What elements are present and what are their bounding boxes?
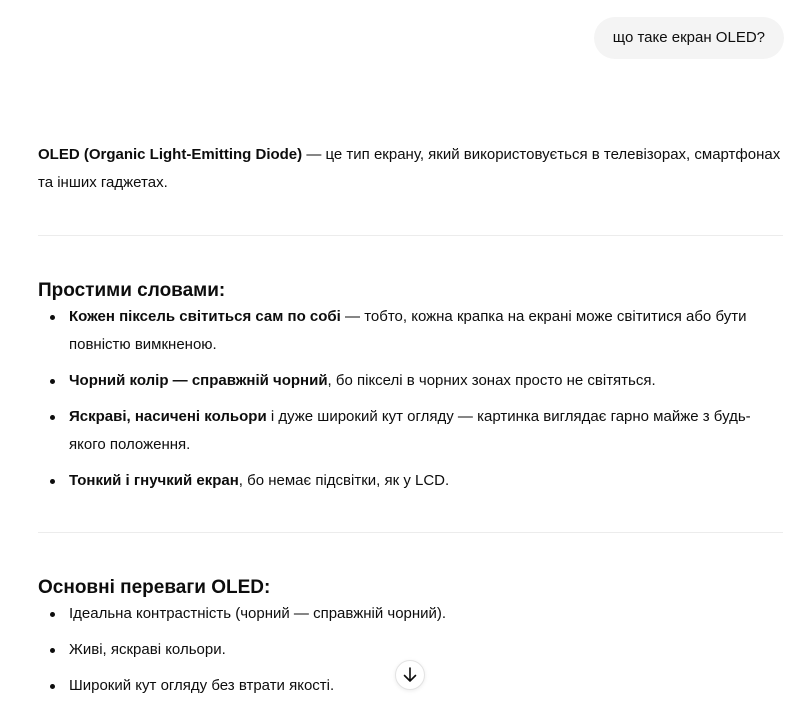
arrow-down-icon — [403, 667, 417, 683]
list-item-text: , бо немає підсвітки, як у LCD. — [238, 472, 450, 489]
list-item — [38, 467, 783, 495]
list-item-bold: Яскраві, насичені кольори — [69, 408, 267, 425]
simple-list — [38, 303, 783, 495]
list-item-text: і дуже широкий кут огляду — картинка виглядає гарно майже з будь-якого положення. — [69, 408, 751, 453]
list-item-bold: Кожен піксель світиться сам по собі — [69, 308, 341, 325]
answer-intro — [38, 141, 783, 197]
list-item-text: Широкий кут огляду без втрати якості. — [69, 677, 335, 694]
user-message-row — [594, 17, 784, 59]
list-item — [38, 600, 783, 628]
intro-text: — це тип екрану, який використовується в телевізорах, смартфонах та інших гаджетах. — [38, 146, 781, 191]
scroll-to-bottom-button[interactable] — [395, 660, 425, 690]
assistant-answer — [38, 141, 783, 708]
section-title-simple: Простими словами: — [38, 280, 226, 301]
list-item — [38, 403, 783, 459]
list-item-bold: Чорний колір — справжній чорний — [69, 372, 328, 389]
list-item — [38, 367, 783, 395]
list-item-text: — тобто, кожна крапка на екрані може світитися або бути повністю вимкненою. — [69, 308, 747, 353]
user-message-bubble: що таке екран OLED? — [594, 17, 784, 59]
list-item-text: Ідеальна контрастність (чорний — справжній чорний). — [69, 605, 447, 622]
intro-term: OLED (Organic Light-Emitting Diode) — [38, 146, 303, 163]
section-title-advantages: Основні переваги OLED: — [38, 577, 271, 598]
section-divider — [38, 532, 783, 533]
list-item — [38, 303, 783, 359]
section-divider — [38, 235, 783, 236]
list-item-text: , бо пікселі в чорних зонах просто не світяться. — [327, 372, 656, 389]
list-item-bold: Тонкий і гнучкий екран — [69, 472, 239, 489]
list-item-text: Живі, яскраві кольори. — [69, 641, 226, 658]
